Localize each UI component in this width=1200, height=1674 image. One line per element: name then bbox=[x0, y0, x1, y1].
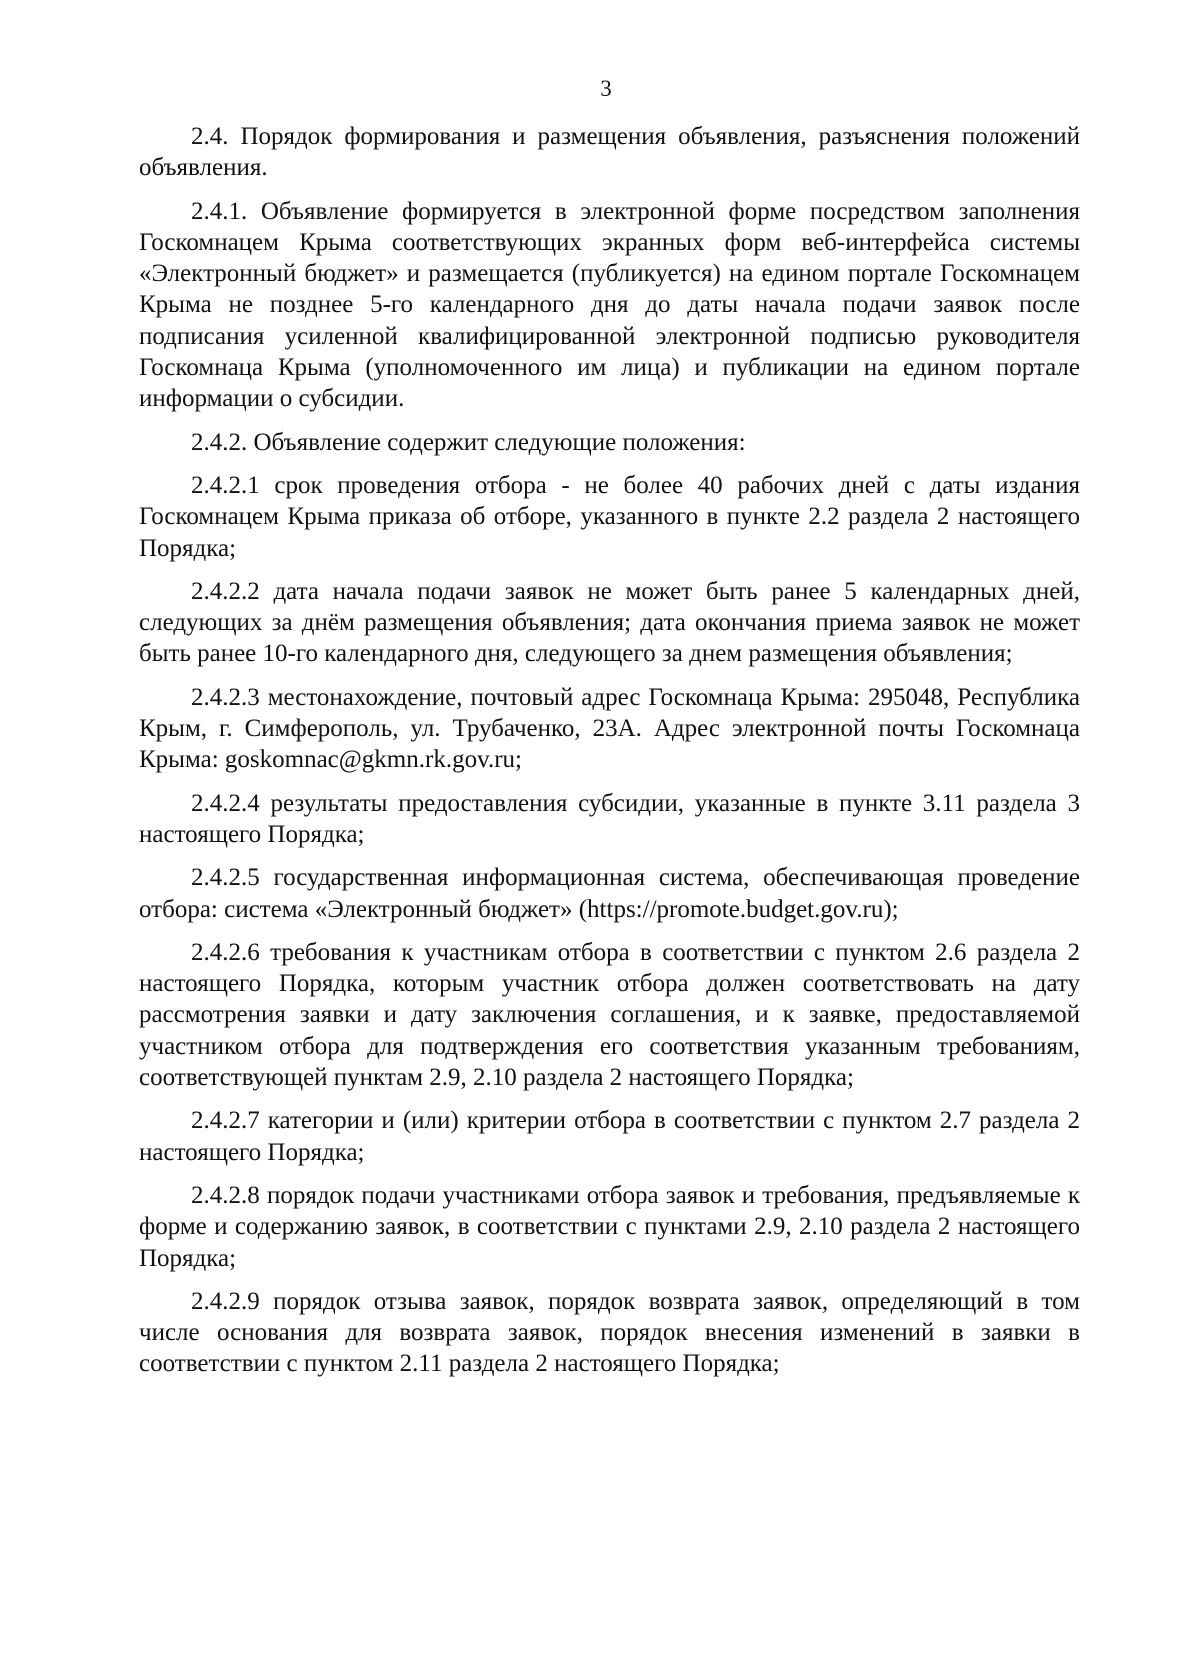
paragraph-2-4-2-7: 2.4.2.7 категории и (или) критерии отбора в соответствии с пунктом 2.7 раздела 2 настоящего Порядка; bbox=[139, 1107, 1080, 1166]
paragraph-2-4-2-1: 2.4.2.1 срок проведения отбора - не более 40 рабочих дней с даты издания Госкомнацем Крыма приказа об отборе, указанного в пункте 2.2 раздела 2 настоящего Порядка; bbox=[139, 471, 1080, 562]
paragraph-2-4-2-5: 2.4.2.5 государственная информационная система, обеспечивающая проведение отбора: система «Электронный бюджет» (https://promote.budget.gov.ru); bbox=[139, 864, 1080, 923]
paragraph-2-4-2-3: 2.4.2.3 местонахождение, почтовый адрес Госкомнаца Крыма: 295048, Республика Крым, г. Симферополь, ул. Трубаченко, 23А. Адрес электронной почты Госкомнаца Крыма: goskomnac@gkmn.rk.gov.ru; bbox=[139, 683, 1080, 774]
paragraph-2-4-2: 2.4.2. Объявление содержит следующие положения: bbox=[191, 428, 746, 456]
paragraph-2-4-2-4: 2.4.2.4 результаты предоставления субсидии, указанные в пункте 3.11 раздела 3 настоящего Порядка; bbox=[139, 789, 1080, 848]
page-number: 3 bbox=[600, 76, 612, 101]
paragraph-2-4-1: 2.4.1. Объявление формируется в электронной форме посредством заполнения Госкомнацем Крыма соответствующих экранных форм веб-интерфейса системы «Электронный бюджет» и размещается (публикуется) на едином портале Госкомнацем Крыма не позднее 5-го календарного дня до даты начала подачи заявок после подписания усиленной квалифицированной электронной подписью руководителя Госкомнаца Крыма (уполномоченного им лица) и публикации на едином портале информации о субсидии. bbox=[139, 197, 1080, 413]
paragraph-2-4-2-8: 2.4.2.8 порядок подачи участниками отбора заявок и требования, предъявляемые к форме и содержанию заявок, в соответствии с пунктами 2.9, 2.10 раздела 2 настоящего Порядка; bbox=[139, 1181, 1080, 1272]
document-body bbox=[139, 121, 1080, 1391]
paragraph-2-4-2-6: 2.4.2.6 требования к участникам отбора в соответствии с пунктом 2.6 раздела 2 настоящего Порядка, которым участник отбора должен соответствовать на дату рассмотрения заявки и дату заключения соглашения, и к заявке, предоставляемой участником отбора для подтверждения его соответствия указанным требованиям, соответствующей пунктам 2.9, 2.10 раздела 2 настоящего Порядка; bbox=[139, 938, 1080, 1092]
paragraph-2-4-2-2: 2.4.2.2 дата начала подачи заявок не может быть ранее 5 календарных дней, следующих за днём размещения объявления; дата окончания приема заявок не может быть ранее 10-го календарного дня, следующего за днем размещения объявления; bbox=[139, 577, 1080, 668]
paragraph-2-4-2-9: 2.4.2.9 порядок отзыва заявок, порядок возврата заявок, определяющий в том числе основания для возврата заявок, порядок внесения изменений в заявки в соответствии с пунктом 2.11 раздела 2 настоящего Порядка; bbox=[139, 1287, 1080, 1378]
paragraph-2-4: 2.4. Порядок формирования и размещения объявления, разъяснения положений объявления. bbox=[139, 123, 1080, 182]
